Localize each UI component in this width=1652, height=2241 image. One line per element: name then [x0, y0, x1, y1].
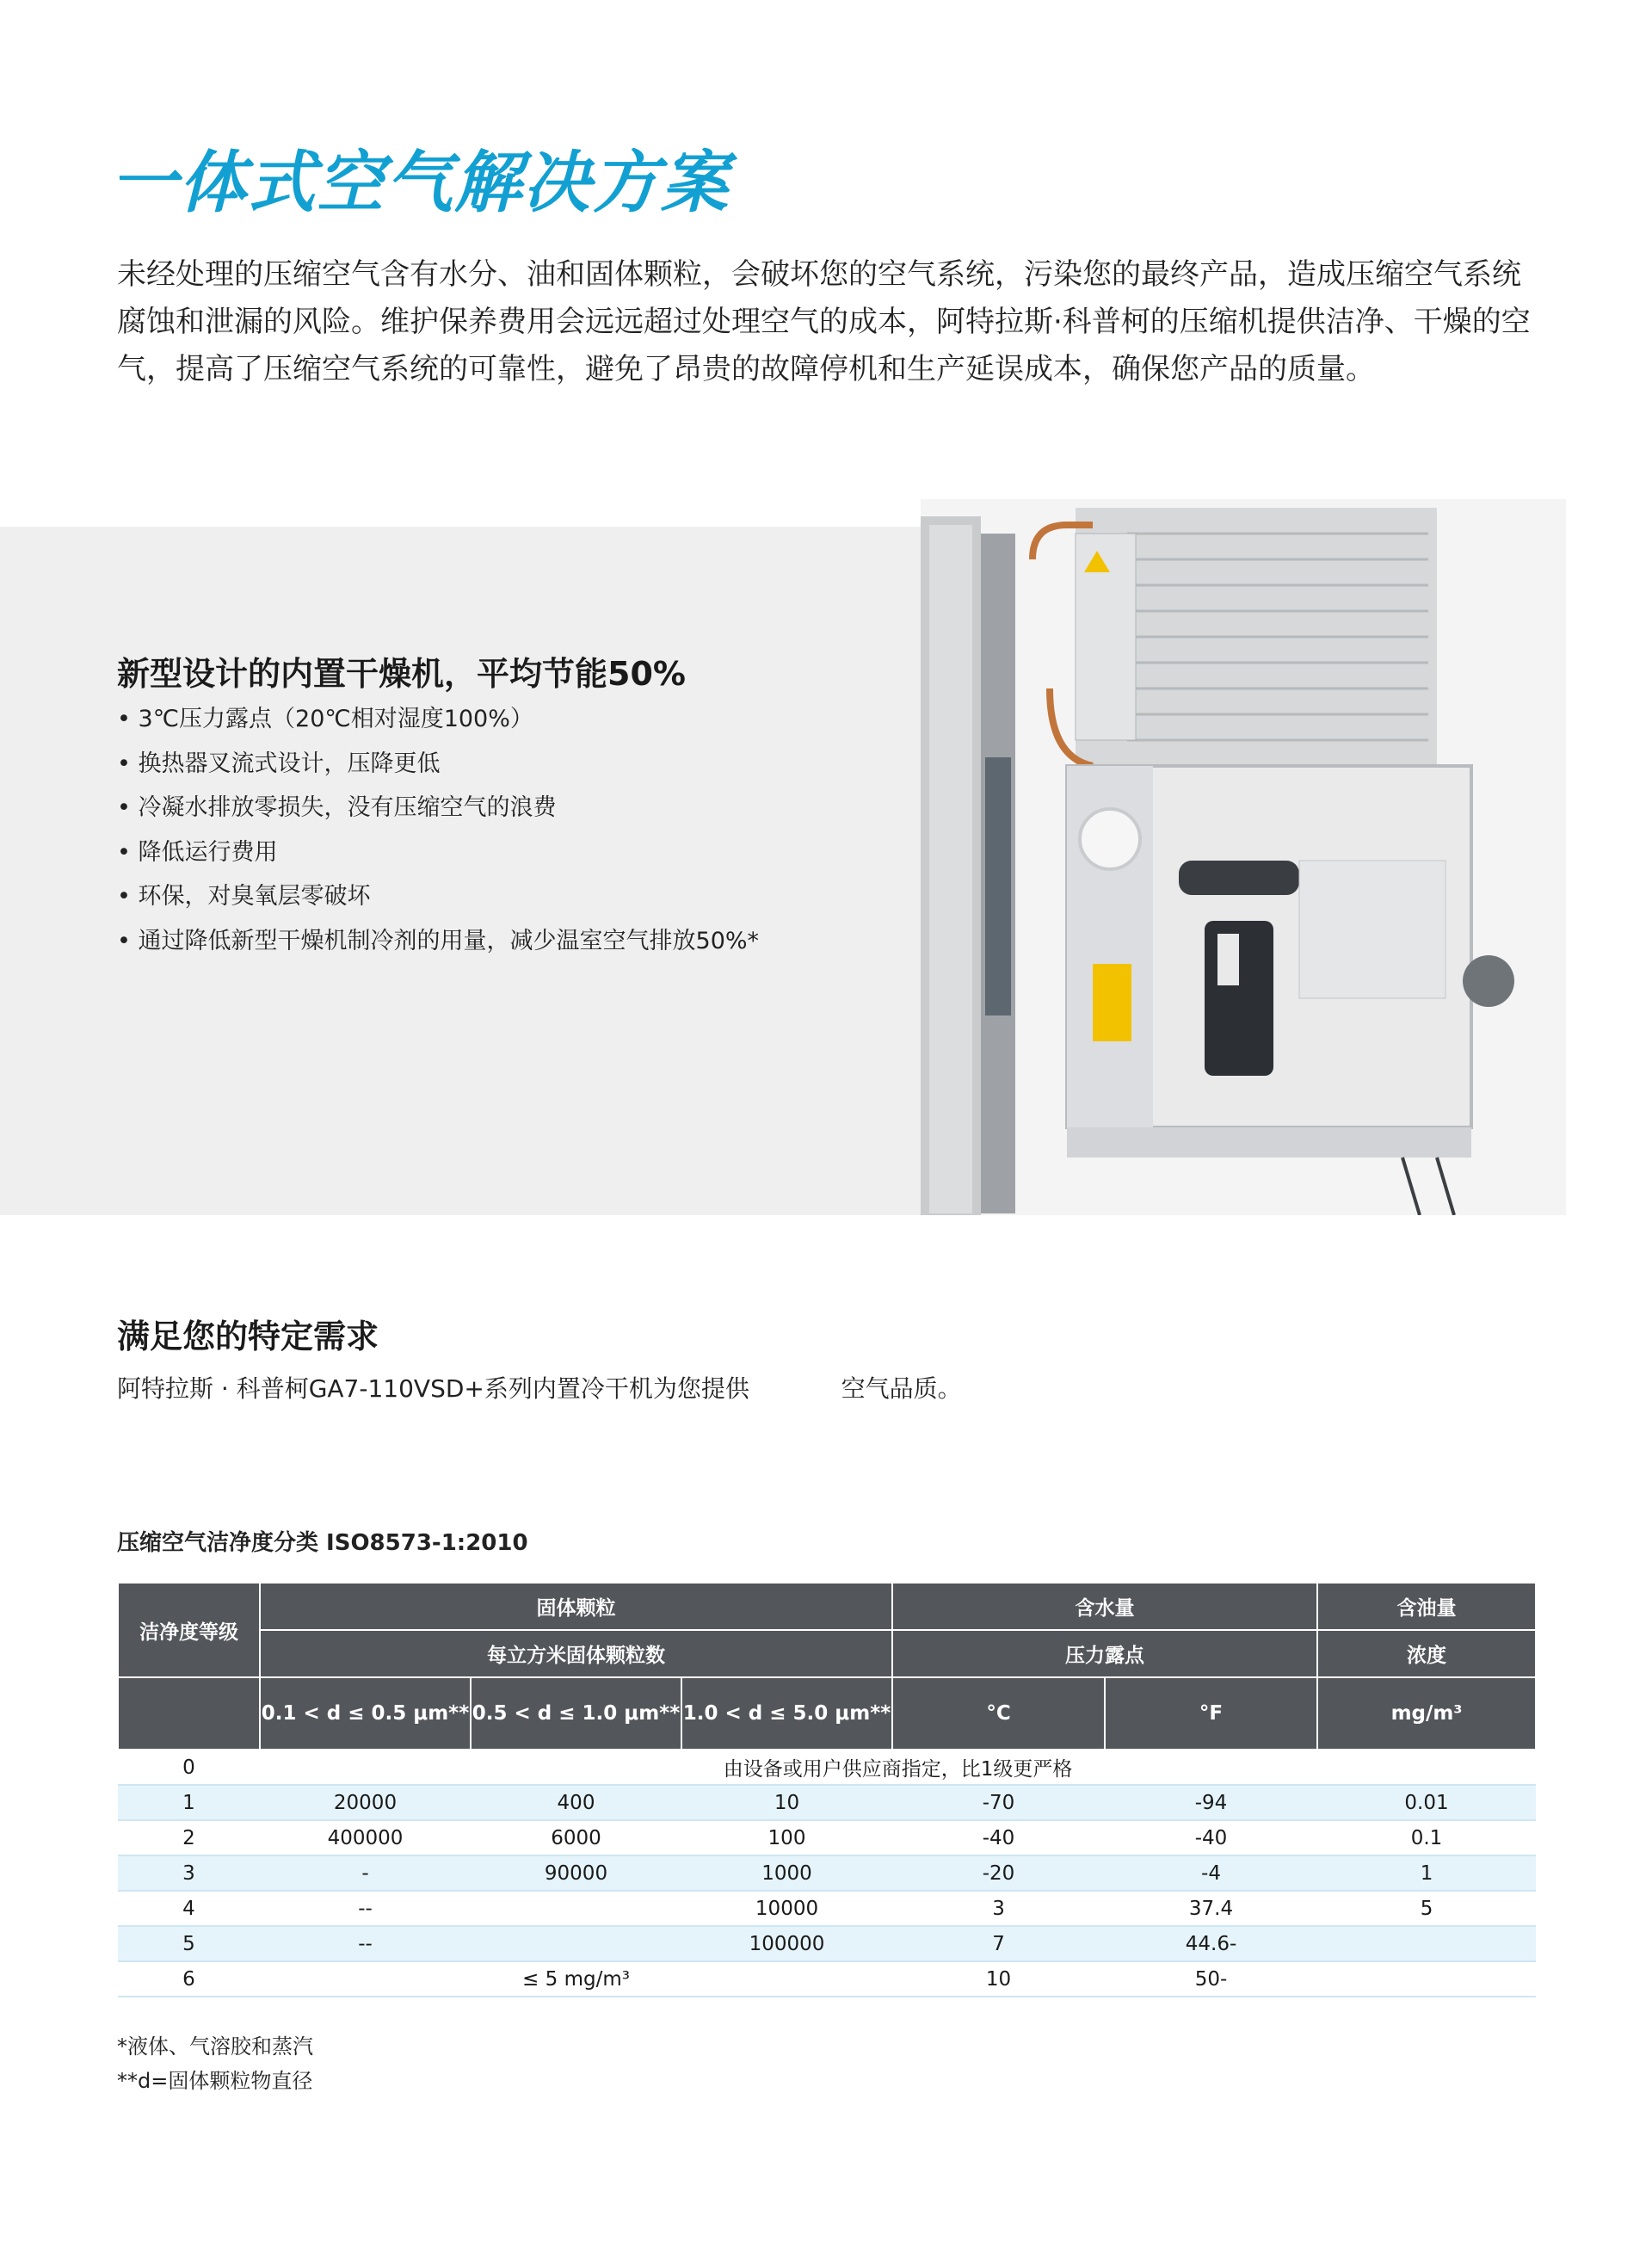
- dryer-heading: 新型设计的内置干燥机，平均节能50%: [117, 655, 686, 693]
- cell-class: 3: [118, 1855, 260, 1891]
- cell-oil: 0.1: [1317, 1820, 1536, 1855]
- page-title: 一体式空气解决方案: [110, 145, 730, 222]
- cell-f: 50-: [1105, 1961, 1317, 1997]
- cell-s1: 20000: [260, 1785, 471, 1820]
- cell-s1: --: [260, 1891, 471, 1926]
- cell-s3: 10000: [681, 1891, 892, 1926]
- table-row: [118, 1891, 1536, 1926]
- cell-class: 4: [118, 1891, 260, 1926]
- cell-c: -20: [892, 1855, 1105, 1891]
- header-oil-sub: 浓度: [1317, 1630, 1536, 1677]
- cell-class: 6: [118, 1961, 260, 1997]
- cell-c: 7: [892, 1926, 1105, 1961]
- header-size-1: 0.1 < d ≤ 0.5 μm**: [260, 1677, 471, 1750]
- cell-s2: 400: [471, 1785, 681, 1820]
- header-solid: 固体颗粒: [260, 1583, 892, 1630]
- header-oil: 含油量: [1317, 1583, 1536, 1630]
- table-row: [118, 1855, 1536, 1891]
- iso-classification-table: [117, 1582, 1537, 1997]
- cell-s3: 100000: [681, 1926, 892, 1961]
- footnotes: [117, 2029, 313, 2098]
- cell-mass: ≤ 5 mg/m³: [260, 1961, 892, 1997]
- header-size-3: 1.0 < d ≤ 5.0 μm**: [681, 1677, 892, 1750]
- header-mgm3: mg/m³: [1317, 1677, 1536, 1750]
- dryer-bullet-list: [117, 697, 891, 963]
- cell-f: 44.6-: [1105, 1926, 1317, 1961]
- cell-c: 10: [892, 1961, 1105, 1997]
- table-row: [118, 1961, 1536, 1997]
- cell-note: 由设备或用户供应商指定，比1级更严格: [260, 1750, 1536, 1785]
- bullet-item: • 冷凝水排放零损失，没有压缩空气的浪费: [117, 786, 891, 830]
- cell-f: -40: [1105, 1820, 1317, 1855]
- intro-paragraph: 未经处理的压缩空气含有水分、油和固体颗粒，会破坏您的空气系统，污染您的最终产品，造成压缩空气系统腐蚀和泄漏的风险。维护保养费用会远远超过处理空气的成本，阿特拉斯·科普柯的压缩机提供洁净、干燥的空气，提高了压缩空气系统的可靠性，避免了昂贵的故障停机和生产延误成本，确保您产品的质量。: [117, 257, 1531, 386]
- cell-s1: -: [260, 1855, 471, 1891]
- bullet-item: • 3℃压力露点（20℃相对湿度100%）: [117, 697, 891, 742]
- header-celsius: °C: [892, 1677, 1105, 1750]
- cell-oil: 5: [1317, 1891, 1536, 1926]
- cell-oil: [1317, 1926, 1536, 1961]
- cell-s1: --: [260, 1926, 471, 1961]
- cell-oil: [1317, 1961, 1536, 1997]
- cell-c: 3: [892, 1891, 1105, 1926]
- header-fahrenheit: °F: [1105, 1677, 1317, 1750]
- cell-f: 37.4: [1105, 1891, 1317, 1926]
- bullet-item: • 降低运行费用: [117, 830, 891, 875]
- cell-s1: 400000: [260, 1820, 471, 1855]
- cell-class: 5: [118, 1926, 260, 1961]
- cell-s2: [471, 1926, 681, 1961]
- bullet-item: • 换热器叉流式设计，压降更低: [117, 742, 891, 787]
- cell-f: -4: [1105, 1855, 1317, 1891]
- cell-c: -70: [892, 1785, 1105, 1820]
- cell-s3: 100: [681, 1820, 892, 1855]
- dryer-product-photo: [921, 499, 1566, 1215]
- header-size-2: 0.5 < d ≤ 1.0 μm**: [471, 1677, 681, 1750]
- table-row: [118, 1820, 1536, 1855]
- footnote: *液体、气溶胶和蒸汽: [117, 2034, 313, 2059]
- cell-oil: 0.01: [1317, 1785, 1536, 1820]
- table-caption: 压缩空气洁净度分类 ISO8573-1:2010: [117, 1530, 528, 1556]
- table-row: [118, 1785, 1536, 1820]
- header-solid-sub: 每立方米固体颗粒数: [260, 1630, 892, 1677]
- cell-s2: 6000: [471, 1820, 681, 1855]
- table-row: [118, 1750, 1536, 1785]
- header-blank: [118, 1677, 260, 1750]
- needs-text: 阿特拉斯 · 科普柯GA7-110VSD+系列内置冷干机为您提供 空气品质。: [117, 1374, 962, 1403]
- cell-s3: 10: [681, 1785, 892, 1820]
- header-class: 洁净度等级: [118, 1583, 260, 1677]
- footnote: **d=固体颗粒物直径: [117, 2069, 313, 2093]
- cell-class: 1: [118, 1785, 260, 1820]
- cell-s3: 1000: [681, 1855, 892, 1891]
- header-water: 含水量: [892, 1583, 1317, 1630]
- cell-f: -94: [1105, 1785, 1317, 1820]
- cell-class: 2: [118, 1820, 260, 1855]
- cell-s2: 90000: [471, 1855, 681, 1891]
- table-row: [118, 1926, 1536, 1961]
- bullet-item: • 环保，对臭氧层零破坏: [117, 874, 891, 919]
- bullet-item: • 通过降低新型干燥机制冷剂的用量，减少温室空气排放50%*: [117, 919, 891, 964]
- header-water-sub: 压力露点: [892, 1630, 1317, 1677]
- cell-c: -40: [892, 1820, 1105, 1855]
- needs-heading: 满足您的特定需求: [117, 1318, 379, 1355]
- cell-class: 0: [118, 1750, 260, 1785]
- cell-oil: 1: [1317, 1855, 1536, 1891]
- cell-s2: [471, 1891, 681, 1926]
